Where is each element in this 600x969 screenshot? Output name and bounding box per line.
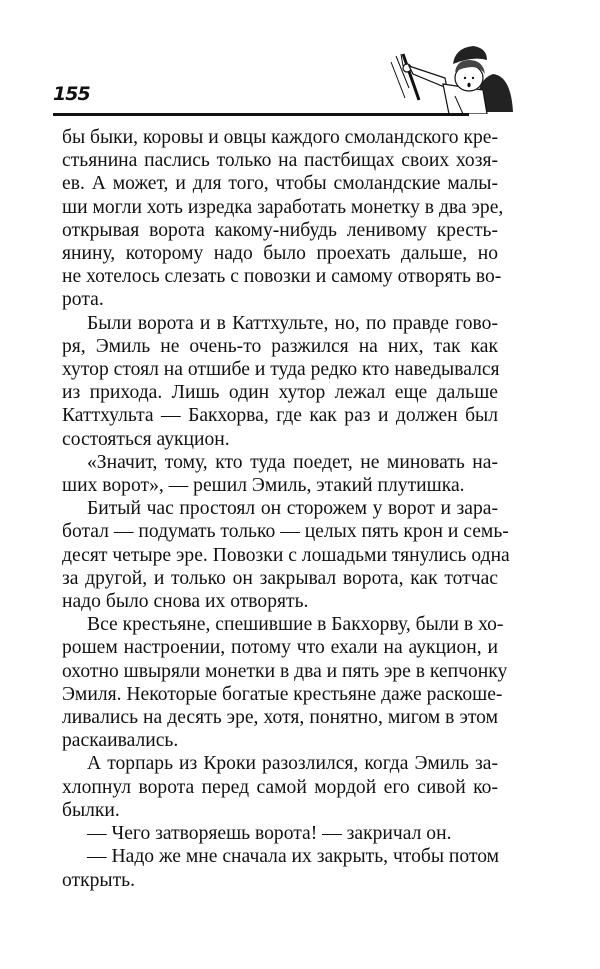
text-line: раскаивались. [62, 730, 179, 752]
text-line: открывая ворота какому-нибудь ленивому кресть- [62, 219, 498, 241]
text-line: ливались на десять эре, хотя, понятно, мигом в этом [62, 707, 498, 729]
text-line: охотно швыряли монетки в два и пять эре в кепчонку [62, 660, 508, 682]
text-line: из прихода. Лишь один хутор лежал еще дальше [62, 382, 498, 404]
text-line: Каттхульта — Бакхорва, где как раз и должен был [62, 405, 498, 427]
text-line: Эмиля. Некоторые богатые крестьяне даже раскоше- [62, 683, 503, 705]
text-line: хлопнул ворота перед самой мордой его сивой ко- [62, 776, 498, 798]
text-line: ря, Эмиль не очень-то разжился на них, так как [62, 335, 498, 357]
text-line: А торпарь из Кроки разозлился, когда Эмиль за- [87, 753, 498, 775]
body-text [62, 126, 510, 892]
text-line: ев. А может, и для того, чтобы смоландские малы- [62, 173, 498, 195]
text-line: — Надо же мне сначала их закрыть, чтобы потом [87, 846, 500, 868]
page-number: 155 [53, 83, 90, 105]
text-line: бы быки, коровы и овцы каждого смоландского кре- [62, 127, 499, 148]
text-line: рошем настроении, потому что ехали на аукцион, и [62, 637, 498, 659]
text-line: за другой, и только он закрывал ворота, как тотчас [62, 567, 498, 589]
text-line: стьянина паслись только на пастбищах своих хозя- [62, 150, 498, 172]
text-line: Битый час простоял он сторожем у ворот и зара- [87, 498, 498, 520]
text-line: ших ворот», — решил Эмиль, этакий плутишка. [62, 475, 465, 497]
text-line: десят четыре эре. Повозки с лошадьми тянулись одна [62, 544, 510, 566]
page-header [53, 40, 469, 116]
text-line: ботал — подумать только — целых пять крон и семь- [62, 521, 509, 543]
header-rule [53, 113, 469, 116]
text-line: надо было снова их отворять. [62, 591, 309, 613]
text-line: открыть. [62, 869, 135, 891]
text-line: янину, которому надо было проехать дальше, но [62, 243, 498, 265]
text-line: ши могли хоть изредка заработать монетку в два эре, [62, 196, 504, 218]
boy-with-stick-illustration-icon [383, 40, 523, 114]
text-line: Были ворота и в Каттхульте, но, по правде гово- [87, 312, 498, 334]
text-line: «Значит, тому, кто туда поедет, не миновать на- [87, 451, 498, 473]
text-line: не хотелось слезать с повозки и самому отворять во- [62, 266, 502, 288]
text-line: рота. [62, 289, 104, 311]
text-line: Все крестьяне, спешившие в Бакхорву, были в хо- [87, 614, 504, 636]
text-line: — Чего затворяешь ворота! — закричал он. [87, 823, 452, 845]
text-line: хутор стоял на отшибе и туда редко кто наведывался [62, 359, 500, 381]
text-line: былки. [62, 799, 120, 821]
text-line: состояться аукцион. [62, 428, 230, 450]
